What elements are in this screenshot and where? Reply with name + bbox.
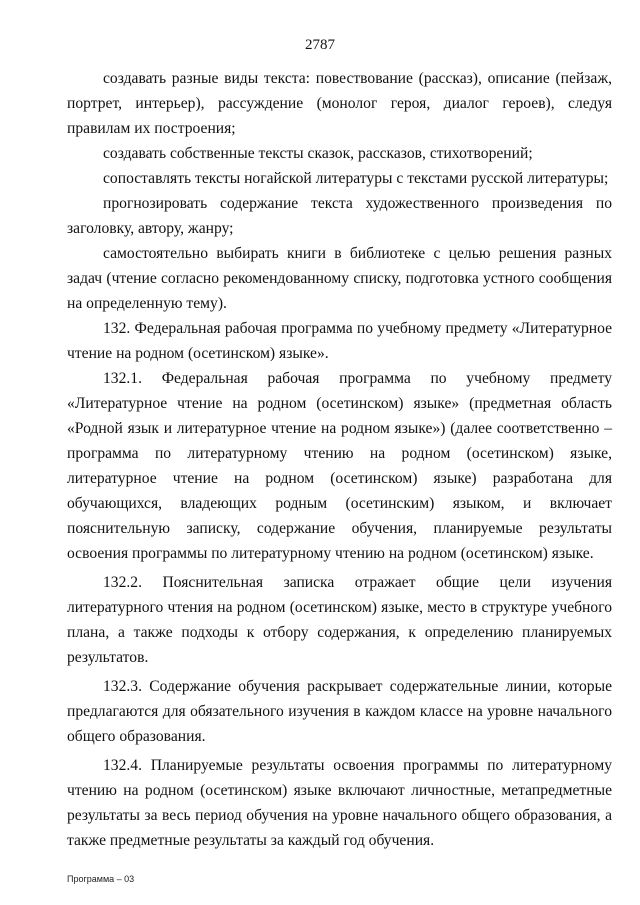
paragraph-compare-literature: сопоставлять тексты ногайской литературы с текстами русской литературы; — [103, 170, 609, 187]
paragraph-predict-content: прогнозировать содержание текста художественного произведения по заголовку, автору, жанру; — [67, 195, 612, 237]
page-number: 2787 — [305, 37, 335, 53]
page-footer: Программа – 03 — [67, 874, 135, 884]
paragraph-section-132-4: 132.4. Планируемые результаты освоения программы по литературному чтению на родном (осетинском) языке включают личностные, метапредметные результаты за весь период обучения на уровне начального общего образования, а также предметные результаты за каждый год обучения. — [67, 757, 612, 849]
paragraph-text-types: создавать разные виды текста: повествование (рассказ), описание (пейзаж, портрет, интерьер), рассуждение (монолог героя, диалог героев), следуя правилам их построения; — [67, 70, 612, 137]
document-body — [67, 66, 612, 853]
paragraph-section-132: 132. Федеральная рабочая программа по учебному предмету «Литературное чтение на родном (осетинском) языке». — [67, 320, 612, 362]
paragraph-choose-books: самостоятельно выбирать книги в библиотеке с целью решения разных задач (чтение согласно рекомендованному списку, подготовка устного сообщения на определенную тему). — [67, 245, 612, 312]
paragraph-section-132-3: 132.3. Содержание обучения раскрывает содержательные линии, которые предлагаются для обязательного изучения в каждом классе на уровне начального общего образования. — [67, 678, 612, 745]
paragraph-section-132-1: 132.1. Федеральная рабочая программа по учебному предмету «Литературное чтение на родном (осетинском) языке» (предметная область «Родной язык и литературное чтение на родном языке») (далее соответственно – программа по литературному чтению на родном (осетинском) языке, литературное чтение на родном (осетинском) языке) разработана для обучающихся, владеющих родным (осетинским) языком, и включает пояснительную записку, содержание обучения, планируемые результаты освоения программы по литературному чтению на родном (осетинском) языке. — [67, 370, 612, 562]
paragraph-own-texts: создавать собственные тексты сказок, рассказов, стихотворений; — [103, 145, 533, 162]
paragraph-section-132-2: 132.2. Пояснительная записка отражает общие цели изучения литературного чтения на родном (осетинском) языке, место в структуре учебного плана, а также подходы к отбору содержания, к определению планируемых результатов. — [67, 574, 612, 666]
